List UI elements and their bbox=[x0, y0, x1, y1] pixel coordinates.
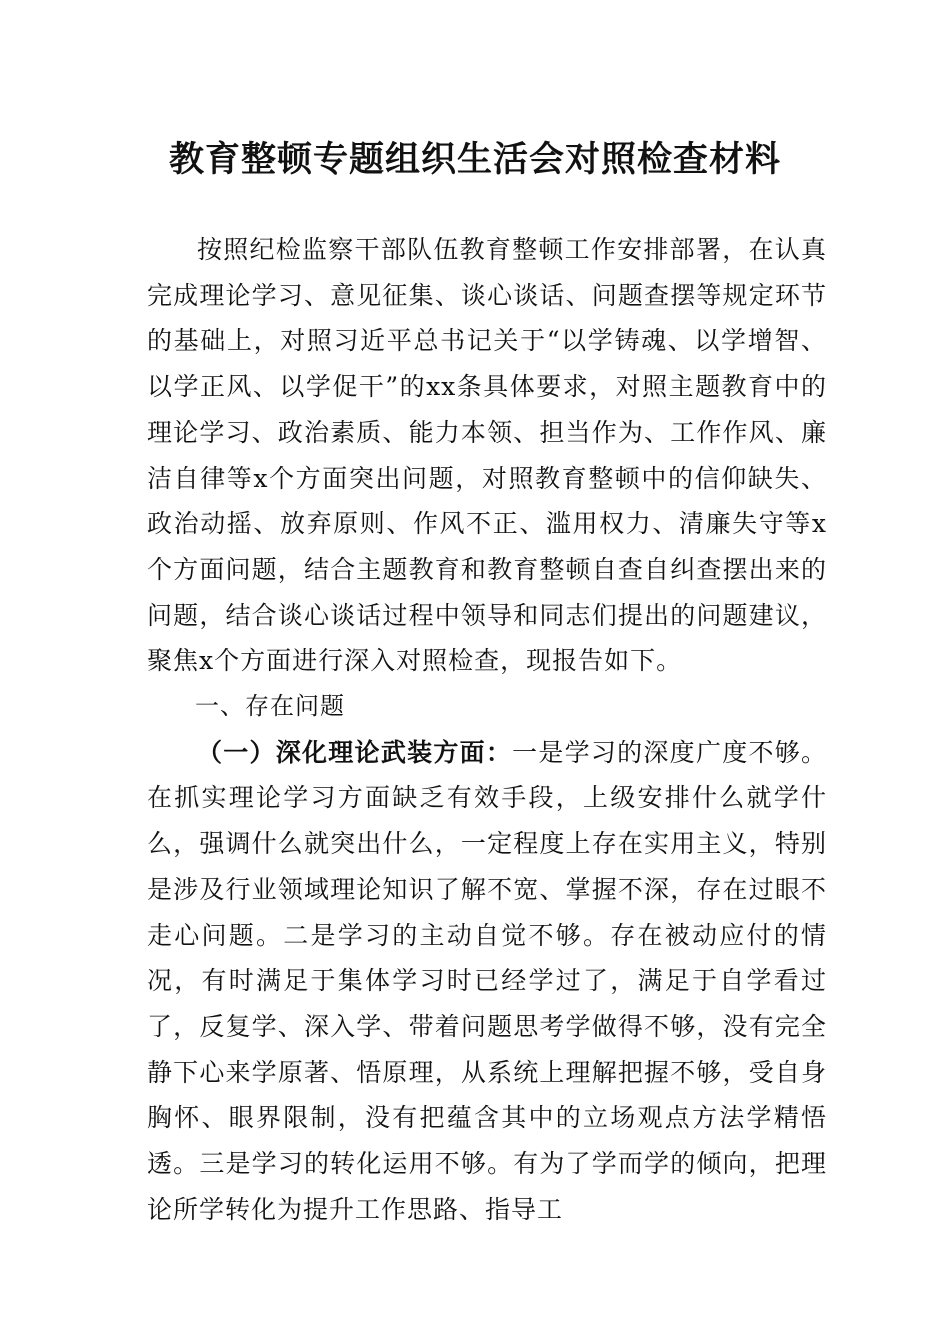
intro-paragraph: 按照纪检监察干部队伍教育整顿工作安排部署，在认真完成理论学习、意见征集、谈心谈话、问题查摆等规定环节的基础上，对照习近平总书记关于“以学铸魂、以学增智、以学正风、以学促干”的xx条具体要求，对照主题教育中的理论学习、政治素质、能力本领、担当作为、工作作风、廉洁自律等x个方面突出问题，对照教育整顿中的信仰缺失、政治动摇、放弃原则、作风不正、滥用权力、清廉失守等x个方面问题，结合主题教育和教育整顿自查自纠查摆出来的问题，结合谈心谈话过程中领导和同志们提出的问题建议，聚焦x个方面进行深入对照检查，现报告如下。 bbox=[147, 235, 827, 676]
subsection-theory-text: 一是学习的深度广度不够。在抓实理论学习方面缺乏有效手段，上级安排什么就学什么，强调什么就突出什么，一定程度上存在实用主义，特别是涉及行业领域理论知识了解不宽、掌握不深，存在过眼不走心问题。二是学习的主动自觉不够。存在被动应付的情况，有时满足于集体学习时已经学过了，满足于自学看过了，反复学、深入学、带着问题思考学做得不够，没有完全静下心来学原著、悟原理，从系统上理解把握不够，受自身胸怀、眼界限制，没有把蕴含其中的立场观点方法学精悟透。三是学习的转化运用不够。有为了学而学的倾向，把理论所学转化为提升工作思路、指导工 bbox=[147, 737, 827, 1224]
document-title: 教育整顿专题组织生活会对照检查材料 bbox=[168, 139, 781, 180]
section-heading-problems: 一、存在问题 bbox=[195, 692, 345, 721]
subsection-theory-paragraph bbox=[147, 730, 827, 1233]
subsection-theory-lead: （一）深化理论武装方面： bbox=[197, 737, 513, 767]
document-body bbox=[147, 227, 827, 1232]
